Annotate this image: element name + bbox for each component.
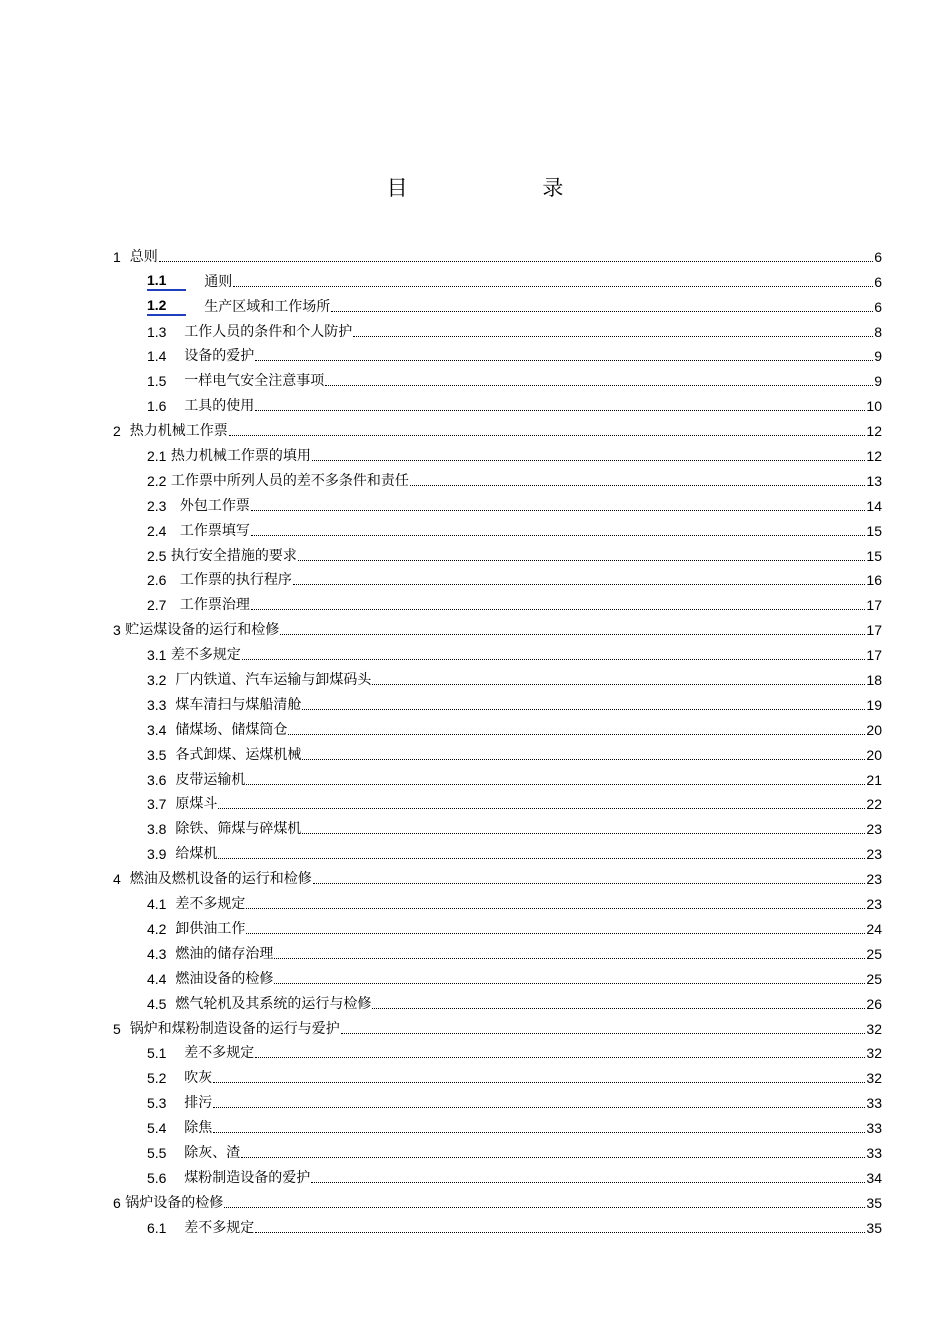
toc-entry-page-number: 14 xyxy=(866,497,882,514)
toc-entry-number: 3.9 xyxy=(147,846,167,863)
toc-dot-leader xyxy=(302,709,865,710)
toc-entry-title: 工作票中所列人员的差不多条件和责任 xyxy=(170,472,409,489)
toc-entry-title: 外包工作票 xyxy=(179,497,250,514)
toc-entry-number: 4.3 xyxy=(147,945,167,962)
toc-entry-number: 5 xyxy=(113,1020,121,1037)
toc-entry[interactable] xyxy=(113,589,882,614)
toc-entry-separator xyxy=(166,1119,184,1137)
toc-entry-separator xyxy=(166,1169,184,1187)
toc-entry[interactable] xyxy=(113,1212,882,1237)
toc-entry-page-number: 9 xyxy=(874,348,882,365)
toc-entry-page-number: 18 xyxy=(866,672,882,689)
toc-entry-number: 1.1 xyxy=(147,271,186,291)
toc-entry-separator xyxy=(166,845,175,863)
toc-entry-page-number: 15 xyxy=(866,547,882,564)
toc-dot-leader xyxy=(159,261,874,262)
toc-entry-page-number: 23 xyxy=(866,896,882,913)
toc-entry-separator xyxy=(166,397,184,415)
toc-entry-page-number: 17 xyxy=(866,622,882,639)
toc-entry-page-number: 32 xyxy=(866,1045,882,1062)
toc-entry-number: 5.4 xyxy=(147,1120,167,1137)
toc-entry-page-number: 32 xyxy=(866,1020,882,1037)
toc-entry-title: 储煤场、储煤筒仓 xyxy=(175,721,288,738)
toc-entry-separator xyxy=(166,820,175,838)
toc-entry-number: 2.1 xyxy=(147,448,167,465)
toc-entry-title: 贮运煤设备的运行和检修 xyxy=(125,622,280,639)
toc-entry[interactable] xyxy=(113,1013,882,1038)
toc-entry-title: 设备的爱护 xyxy=(184,348,255,365)
toc-entry-number: 3.1 xyxy=(147,647,167,664)
toc-entry-title: 燃油的储存治理 xyxy=(175,945,274,962)
toc-entry-number: 2.3 xyxy=(147,497,167,514)
toc-entry-title: 煤车清扫与煤船清舱 xyxy=(175,696,302,713)
toc-entry-page-number: 13 xyxy=(866,472,882,489)
toc-entry-page-number: 25 xyxy=(866,970,882,987)
toc-entry[interactable] xyxy=(113,938,882,963)
toc-entry-title: 一样电气安全注意事项 xyxy=(184,373,325,390)
toc-entry[interactable] xyxy=(113,1187,882,1212)
toc-dot-leader xyxy=(255,360,873,361)
toc-entry[interactable] xyxy=(113,291,882,316)
toc-entry-number: 1 xyxy=(113,248,121,265)
toc-dot-leader xyxy=(229,435,866,436)
toc-dot-leader xyxy=(255,1232,865,1233)
toc-entry-title: 工作票的执行程序 xyxy=(179,572,292,589)
toc-entry-title: 差不多规定 xyxy=(184,1219,255,1236)
toc-dot-leader xyxy=(353,336,873,337)
toc-entry-number: 4.2 xyxy=(147,920,167,937)
toc-entry-separator xyxy=(166,1069,184,1087)
toc-entry-number: 3.5 xyxy=(147,746,167,763)
toc-entry-page-number: 33 xyxy=(866,1120,882,1137)
toc-dot-leader xyxy=(410,485,866,486)
toc-entry-separator xyxy=(121,422,130,440)
toc-entry-number: 6.1 xyxy=(147,1219,167,1236)
toc-entry-separator xyxy=(166,372,184,390)
toc-entry-number: 2 xyxy=(113,423,121,440)
toc-entry[interactable] xyxy=(113,689,882,714)
toc-entry[interactable] xyxy=(113,1087,882,1112)
toc-entry-number: 2.6 xyxy=(147,572,167,589)
toc-entry-title: 厂内铁道、汽车运输与卸煤码头 xyxy=(175,672,372,689)
toc-entry-number: 1.2 xyxy=(147,296,186,316)
toc-dot-leader xyxy=(246,784,865,785)
toc-entry-number: 6 xyxy=(113,1194,121,1211)
toc-dot-leader xyxy=(274,983,865,984)
toc-entry-number: 3.8 xyxy=(147,821,167,838)
toc-entry-separator xyxy=(166,795,175,813)
toc-entry-number: 3.6 xyxy=(147,771,167,788)
toc-entry-page-number: 6 xyxy=(874,298,882,315)
toc-entry-page-number: 16 xyxy=(866,572,882,589)
toc-entry-page-number: 34 xyxy=(866,1169,882,1186)
toc-entry[interactable] xyxy=(113,664,882,689)
toc-dot-leader xyxy=(280,634,865,635)
toc-entry-number: 5.6 xyxy=(147,1169,167,1186)
toc-entry-page-number: 15 xyxy=(866,522,882,539)
toc-entry-number: 2.5 xyxy=(147,547,167,564)
toc-entry-title: 除焦 xyxy=(184,1120,213,1137)
toc-entry-page-number: 6 xyxy=(874,248,882,265)
toc-dot-leader xyxy=(251,609,866,610)
toc-dot-leader xyxy=(312,460,866,461)
toc-entry-separator xyxy=(186,273,204,291)
toc-entry-number: 5.3 xyxy=(147,1095,167,1112)
toc-entry-number: 2.7 xyxy=(147,597,167,614)
toc-entry-separator xyxy=(166,347,184,365)
toc-entry[interactable] xyxy=(113,390,882,415)
toc-entry-page-number: 35 xyxy=(866,1219,882,1236)
toc-entry[interactable] xyxy=(113,341,882,366)
toc-entry[interactable] xyxy=(113,789,882,814)
toc-entry-title: 除灰、渣 xyxy=(184,1144,241,1161)
toc-entry-title: 热力机械工作票的填用 xyxy=(170,448,311,465)
toc-entry[interactable] xyxy=(113,515,882,540)
toc-entry-title: 生产区域和工作场所 xyxy=(204,298,331,315)
toc-entry-separator xyxy=(166,721,175,739)
toc-entry[interactable] xyxy=(113,639,882,664)
toc-entry-title: 燃气轮机及其系统的运行与检修 xyxy=(175,995,372,1012)
toc-entry-page-number: 20 xyxy=(866,746,882,763)
toc-entry-separator xyxy=(166,571,179,589)
toc-entry-title: 煤粉制造设备的爱护 xyxy=(184,1169,311,1186)
toc-entry-title: 原煤斗 xyxy=(175,796,218,813)
toc-entry-title: 差不多规定 xyxy=(170,647,241,664)
page-title: 目 录 xyxy=(386,176,628,200)
toc-entry[interactable] xyxy=(113,316,882,341)
toc-dot-leader xyxy=(224,1207,865,1208)
toc-entry-title: 差不多规定 xyxy=(184,1045,255,1062)
toc-entry-title: 通则 xyxy=(204,273,233,290)
toc-entry-separator xyxy=(121,248,130,266)
toc-entry[interactable] xyxy=(113,913,882,938)
toc-entry[interactable] xyxy=(113,863,882,888)
toc-entry-title: 给煤机 xyxy=(175,846,218,863)
toc-entry-page-number: 32 xyxy=(866,1070,882,1087)
toc-entry-number: 5.5 xyxy=(147,1144,167,1161)
toc-entry-title: 差不多规定 xyxy=(175,896,246,913)
toc-entry-separator xyxy=(166,746,175,764)
toc-entry[interactable] xyxy=(113,739,882,764)
toc-entry[interactable] xyxy=(113,813,882,838)
toc-entry-page-number: 17 xyxy=(866,597,882,614)
toc-entry-title: 锅炉和煤粉制造设备的运行与爱护 xyxy=(129,1020,340,1037)
toc-entry-separator xyxy=(166,323,184,341)
toc-entry-title: 皮带运输机 xyxy=(175,771,246,788)
toc-entry[interactable] xyxy=(113,838,882,863)
toc-entry[interactable] xyxy=(113,888,882,913)
toc-entry[interactable] xyxy=(113,1137,882,1162)
toc-dot-leader xyxy=(242,659,866,660)
toc-entry-page-number: 17 xyxy=(866,647,882,664)
toc-entry[interactable] xyxy=(113,714,882,739)
toc-entry-title: 工作人员的条件和个人防护 xyxy=(184,323,353,340)
toc-entry-page-number: 33 xyxy=(866,1144,882,1161)
toc-entry-title: 吹灰 xyxy=(184,1070,213,1087)
toc-dot-leader xyxy=(218,808,865,809)
toc-entry[interactable] xyxy=(113,1038,882,1063)
toc-entry-page-number: 33 xyxy=(866,1095,882,1112)
toc-dot-leader xyxy=(288,734,865,735)
toc-entry-title: 各式卸煤、运煤机械 xyxy=(175,746,302,763)
toc-entry-title: 卸供油工作 xyxy=(175,920,246,937)
toc-dot-leader xyxy=(325,385,873,386)
toc-entry[interactable] xyxy=(113,988,882,1013)
toc-entry-number: 4 xyxy=(113,871,121,888)
toc-dot-leader xyxy=(246,933,865,934)
toc-entry-page-number: 23 xyxy=(866,846,882,863)
toc-dot-leader xyxy=(218,858,865,859)
toc-entry-page-number: 23 xyxy=(866,821,882,838)
toc-entry-separator xyxy=(166,771,175,789)
toc-entry-number: 4.1 xyxy=(147,896,167,913)
toc-entry[interactable] xyxy=(113,764,882,789)
toc-entry-page-number: 12 xyxy=(866,423,882,440)
toc-entry-number: 1.3 xyxy=(147,323,167,340)
toc-entry-number: 3.2 xyxy=(147,672,167,689)
toc-dot-leader xyxy=(302,833,865,834)
toc-entry-number: 2.2 xyxy=(147,472,167,489)
toc-entry[interactable] xyxy=(113,565,882,590)
toc-entry-number: 5.2 xyxy=(147,1070,167,1087)
toc-dot-leader xyxy=(274,958,865,959)
toc-entry-number: 3.7 xyxy=(147,796,167,813)
toc-entry-title: 除铁、筛煤与碎煤机 xyxy=(175,821,302,838)
toc-entry-separator xyxy=(166,1144,184,1162)
toc-entry-page-number: 19 xyxy=(866,696,882,713)
toc-entry-number: 3 xyxy=(113,622,121,639)
toc-entry-page-number: 6 xyxy=(874,273,882,290)
toc-entry-separator xyxy=(166,920,175,938)
toc-entry-separator xyxy=(166,945,175,963)
toc-entry-page-number: 26 xyxy=(866,995,882,1012)
toc-entry[interactable] xyxy=(113,1112,882,1137)
toc-entry-title: 执行安全措施的要求 xyxy=(170,547,297,564)
toc-entry-page-number: 9 xyxy=(874,373,882,390)
toc-entry-separator xyxy=(166,1094,184,1112)
toc-dot-leader xyxy=(213,1107,865,1108)
toc-entry[interactable] xyxy=(113,540,882,565)
toc-entry-page-number: 10 xyxy=(866,398,882,415)
toc-entry-number: 5.1 xyxy=(147,1045,167,1062)
toc-dot-leader xyxy=(331,311,873,312)
toc-entry-page-number: 25 xyxy=(866,945,882,962)
table-of-contents xyxy=(113,241,882,1237)
toc-dot-leader xyxy=(372,1008,865,1009)
toc-entry-separator xyxy=(166,522,179,540)
toc-dot-leader xyxy=(298,560,866,561)
toc-entry-page-number: 21 xyxy=(866,771,882,788)
toc-entry-page-number: 8 xyxy=(874,323,882,340)
toc-dot-leader xyxy=(372,684,865,685)
toc-entry[interactable] xyxy=(113,266,882,291)
toc-entry-title: 工作票治理 xyxy=(179,597,250,614)
toc-entry-page-number: 35 xyxy=(866,1194,882,1211)
toc-entry[interactable] xyxy=(113,365,882,390)
toc-dot-leader xyxy=(302,759,865,760)
toc-entry-number: 1.4 xyxy=(147,348,167,365)
toc-entry-number: 2.4 xyxy=(147,522,167,539)
toc-entry-separator xyxy=(186,298,204,316)
toc-entry-page-number: 24 xyxy=(866,920,882,937)
toc-entry[interactable] xyxy=(113,465,882,490)
toc-entry[interactable] xyxy=(113,440,882,465)
toc-entry-title: 工具的使用 xyxy=(184,398,255,415)
toc-entry-title: 热力机械工作票 xyxy=(129,423,228,440)
toc-entry-number: 3.3 xyxy=(147,696,167,713)
toc-entry-page-number: 20 xyxy=(866,721,882,738)
toc-entry[interactable] xyxy=(113,963,882,988)
toc-entry-separator xyxy=(166,596,179,614)
toc-entry-page-number: 23 xyxy=(866,871,882,888)
toc-entry-separator xyxy=(166,696,175,714)
toc-entry-number: 4.5 xyxy=(147,995,167,1012)
toc-entry[interactable] xyxy=(113,415,882,440)
toc-entry[interactable] xyxy=(113,490,882,515)
toc-entry[interactable] xyxy=(113,241,882,266)
toc-entry-separator xyxy=(166,995,175,1013)
toc-entry-number: 3.4 xyxy=(147,721,167,738)
toc-entry-title: 排污 xyxy=(184,1095,213,1112)
toc-entry-number: 1.6 xyxy=(147,398,167,415)
toc-entry[interactable] xyxy=(113,1062,882,1087)
toc-dot-leader xyxy=(255,410,865,411)
toc-entry-separator xyxy=(121,870,130,888)
toc-dot-leader xyxy=(213,1132,865,1133)
toc-entry-separator xyxy=(166,497,179,515)
toc-dot-leader xyxy=(213,1082,865,1083)
toc-entry-title: 燃油及燃机设备的运行和检修 xyxy=(129,871,312,888)
toc-entry-title: 燃油设备的检修 xyxy=(175,970,274,987)
toc-entry-separator xyxy=(166,970,175,988)
toc-entry-separator xyxy=(166,1219,184,1237)
toc-entry-separator xyxy=(166,671,175,689)
toc-entry-number: 4.4 xyxy=(147,970,167,987)
toc-dot-leader xyxy=(311,1182,865,1183)
toc-dot-leader xyxy=(341,1033,866,1034)
toc-dot-leader xyxy=(293,584,866,585)
toc-entry-title: 工作票填写 xyxy=(179,522,250,539)
toc-entry-page-number: 22 xyxy=(866,796,882,813)
toc-dot-leader xyxy=(251,510,866,511)
toc-entry-separator xyxy=(166,1044,184,1062)
toc-entry[interactable] xyxy=(113,614,882,639)
toc-entry-separator xyxy=(121,1020,130,1038)
toc-dot-leader xyxy=(313,883,866,884)
toc-entry[interactable] xyxy=(113,1162,882,1187)
toc-dot-leader xyxy=(241,1157,865,1158)
toc-entry-title: 锅炉设备的检修 xyxy=(125,1194,224,1211)
toc-dot-leader xyxy=(246,908,865,909)
toc-entry-page-number: 12 xyxy=(866,448,882,465)
toc-dot-leader xyxy=(255,1057,865,1058)
toc-dot-leader xyxy=(233,286,873,287)
toc-entry-separator xyxy=(166,895,175,913)
toc-entry-title: 总则 xyxy=(129,248,158,265)
toc-dot-leader xyxy=(251,535,866,536)
toc-entry-number: 1.5 xyxy=(147,373,167,390)
